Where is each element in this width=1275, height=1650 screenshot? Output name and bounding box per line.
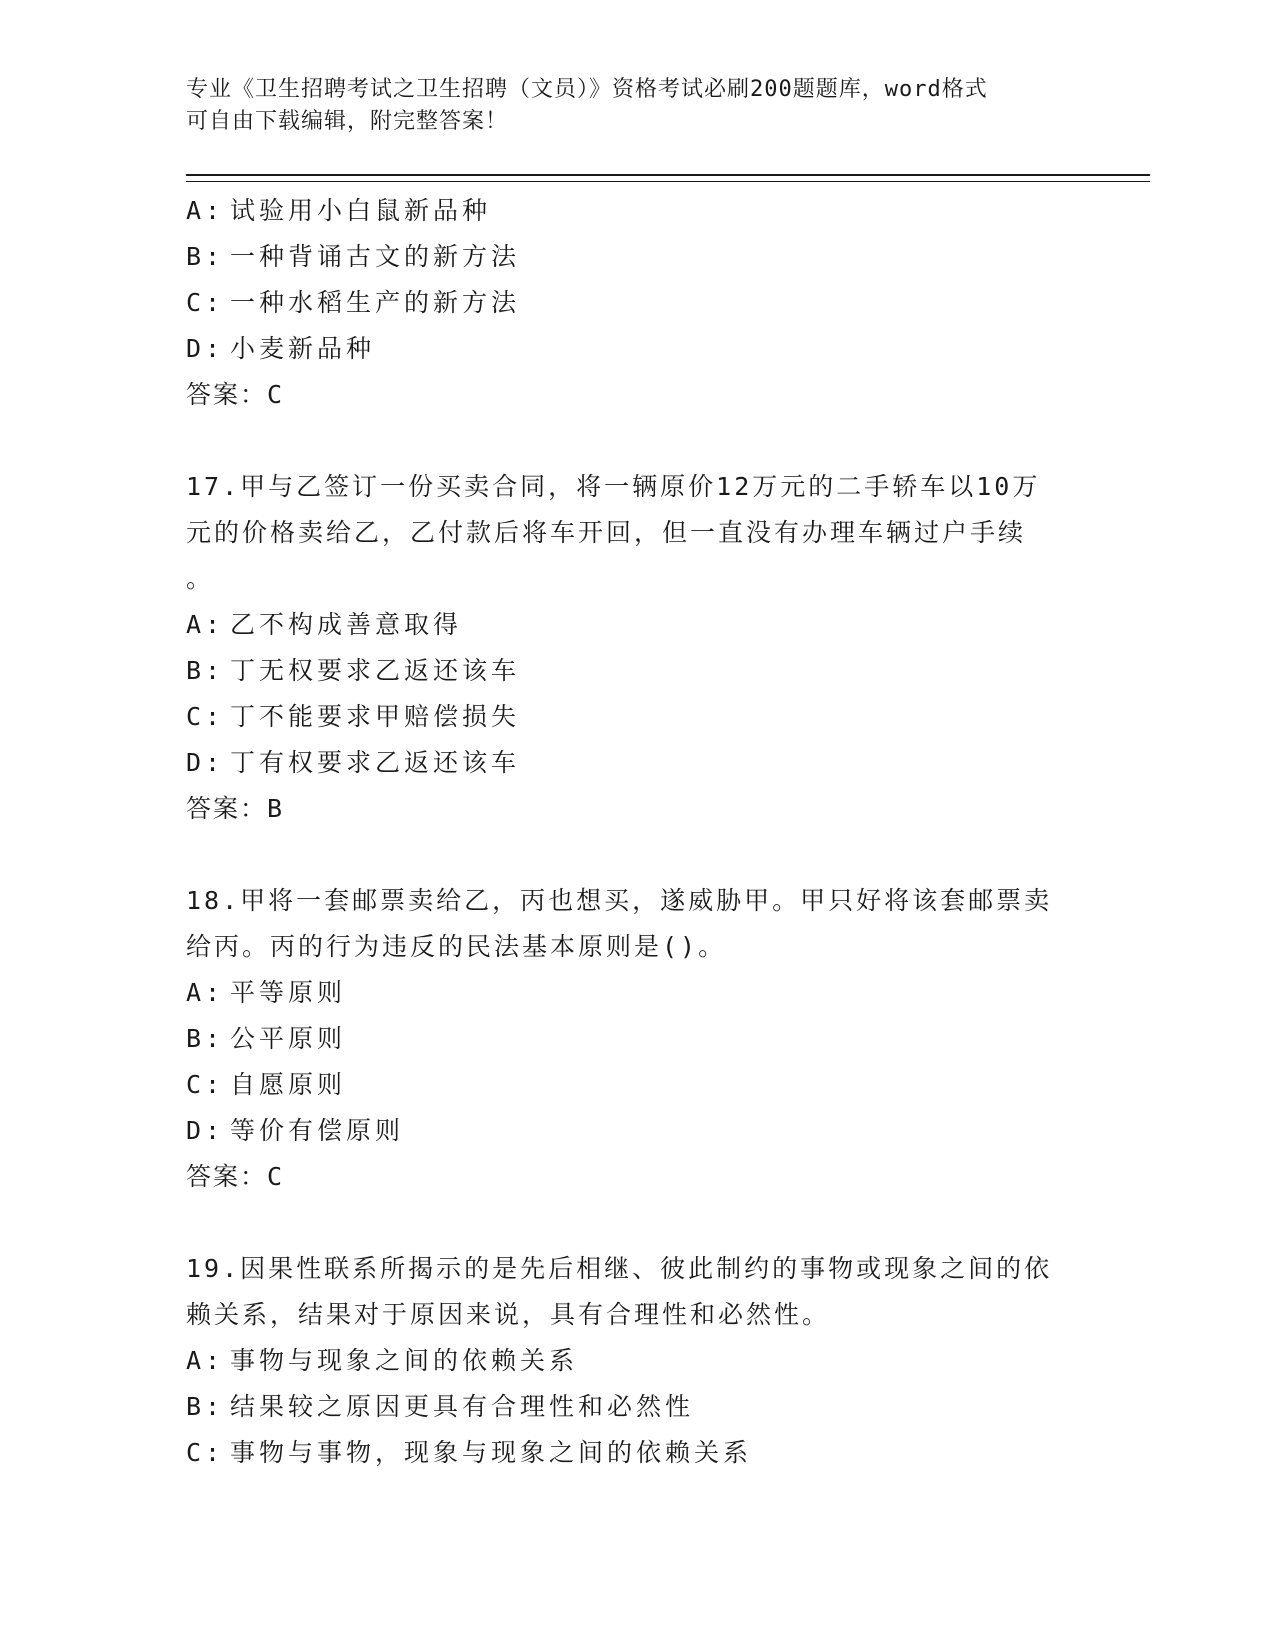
answer-label: 答案： [186, 1162, 268, 1191]
question-19 [186, 1246, 1086, 1476]
option-letter: C: [186, 1070, 225, 1099]
option-text: 丁不能要求甲赔偿损失 [230, 702, 521, 731]
option-c [186, 1430, 1086, 1476]
option-b [186, 234, 1086, 280]
option-b [186, 1016, 1086, 1062]
question-17 [186, 464, 1086, 832]
option-letter: C: [186, 1438, 225, 1467]
option-b [186, 648, 1086, 694]
answer-label: 答案： [186, 380, 268, 409]
question-18 [186, 878, 1086, 1200]
option-text: 结果较之原因更具有合理性和必然性 [230, 1392, 695, 1421]
option-letter: D: [186, 334, 225, 363]
header-line-2: 可自由下载编辑，附完整答案！ [186, 109, 509, 134]
option-c [186, 280, 1086, 326]
question-stem [186, 878, 1066, 970]
option-text: 试验用小白鼠新品种 [230, 196, 492, 225]
option-text: 事物与事物，现象与现象之间的依赖关系 [230, 1438, 753, 1467]
option-letter: A: [186, 610, 225, 639]
option-letter: C: [186, 288, 225, 317]
option-d [186, 740, 1086, 786]
option-letter: A: [186, 1346, 225, 1375]
header-line-1: 专业《卫生招聘考试之卫生招聘（文员）》资格考试必刷200题题库，word格式 [186, 77, 988, 102]
header-rule-thin [186, 181, 1150, 182]
option-d [186, 326, 1086, 372]
stem-line: 18.甲将一套邮票卖给乙，丙也想买，遂威胁甲。甲只好将该套邮票卖 [186, 886, 1053, 915]
option-letter: B: [186, 242, 225, 271]
stem-line: 元的价格卖给乙，乙付款后将车开回，但一直没有办理车辆过户手续 [186, 518, 1027, 547]
option-text: 一种水稻生产的新方法 [230, 288, 521, 317]
option-c [186, 1062, 1086, 1108]
answer-line [186, 372, 1086, 418]
answer-line [186, 1154, 1086, 1200]
option-a [186, 970, 1086, 1016]
stem-line: 给丙。丙的行为违反的民法基本原则是()。 [186, 932, 727, 961]
option-letter: C: [186, 702, 225, 731]
option-text: 丁无权要求乙返还该车 [230, 656, 521, 685]
option-letter: D: [186, 748, 225, 777]
option-text: 丁有权要求乙返还该车 [230, 748, 521, 777]
option-text: 公平原则 [230, 1024, 347, 1053]
answer-value: C [267, 1162, 285, 1191]
option-letter: A: [186, 978, 225, 1007]
page-header [186, 74, 1066, 138]
stem-line: 17.甲与乙签订一份买卖合同，将一辆原价12万元的二手轿车以10万 [186, 472, 1041, 501]
option-a [186, 188, 1086, 234]
option-a [186, 1338, 1086, 1384]
option-text: 自愿原则 [230, 1070, 347, 1099]
question-stem [186, 1246, 1066, 1338]
option-d [186, 1108, 1086, 1154]
option-letter: D: [186, 1116, 225, 1145]
option-c [186, 694, 1086, 740]
stem-line: 。 [186, 564, 215, 593]
option-text: 平等原则 [230, 978, 347, 1007]
stem-line: 19.因果性联系所揭示的是先后相继、彼此制约的事物或现象之间的依 [186, 1254, 1053, 1283]
question-content [186, 188, 1086, 1476]
option-text: 一种背诵古文的新方法 [230, 242, 521, 271]
option-text: 事物与现象之间的依赖关系 [230, 1346, 579, 1375]
question-stem [186, 464, 1066, 602]
option-text: 小麦新品种 [230, 334, 376, 363]
option-letter: A: [186, 196, 225, 225]
question-16 [186, 188, 1086, 418]
option-text: 乙不构成善意取得 [230, 610, 463, 639]
option-letter: B: [186, 1024, 225, 1053]
answer-value: C [267, 380, 285, 409]
stem-line: 赖关系，结果对于原因来说，具有合理性和必然性。 [186, 1300, 831, 1329]
option-a [186, 602, 1086, 648]
option-letter: B: [186, 1392, 225, 1421]
answer-line [186, 786, 1086, 832]
option-b [186, 1384, 1086, 1430]
answer-label: 答案： [186, 794, 268, 823]
option-text: 等价有偿原则 [230, 1116, 405, 1145]
header-rule-thick [186, 174, 1150, 176]
answer-value: B [267, 794, 285, 823]
option-letter: B: [186, 656, 225, 685]
